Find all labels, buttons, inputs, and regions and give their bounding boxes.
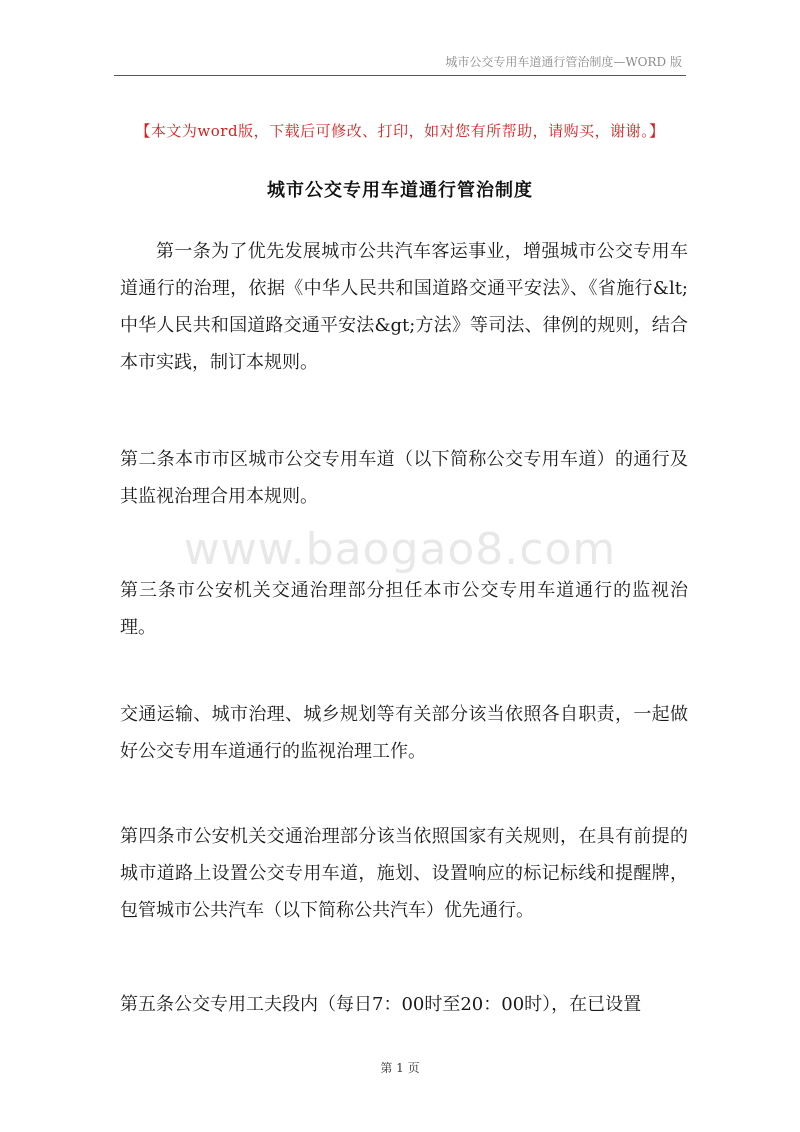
header-divider	[114, 75, 686, 76]
page-number: 第 1 页	[380, 1061, 420, 1075]
paragraph-article-4: 第四条市公安机关交通治理部分该当依照国家有关规则，在具有前提的城市道路上设置公交专用车道，施划、设置响应的标记标线和提醒牌，包管城市公共汽车（以下简称公共汽车）优先通行。	[120, 826, 688, 921]
paragraph-article-5: 第五条公交专用工夫段内（每日7：00时至20：00时），在已设置	[120, 994, 642, 1015]
download-notice: 【本文为word版，下载后可修改、打印，如对您有所帮助，请购买，谢谢。】	[135, 122, 665, 140]
document-title: 城市公交专用车道通行管治制度	[267, 180, 533, 201]
header-title: 城市公交专用车道通行管治制度—WORD 版	[445, 55, 682, 69]
paragraph-article-3-cont: 交通运输、城市治理、城乡规划等有关部分该当依照各自职责，一起做好公交专用车道通行的监视治理工作。	[120, 704, 688, 762]
watermark: www.baogao8.com	[183, 524, 617, 575]
paragraph-article-3: 第三条市公安机关交通治理部分担任本市公交专用车道通行的监视治理。	[120, 580, 688, 638]
paragraph-article-2: 第二条本市市区城市公交专用车道（以下简称公交专用车道）的通行及其监视治理合用本规则。	[120, 449, 688, 507]
paragraph-article-1: 第一条为了优先发展城市公共汽车客运事业，增强城市公交专用车道通行的治理，依据《中华人民共和国道路交通平安法》、《省施行&lt;中华人民共和国道路交通平安法&gt;方法》等司法、律例的规则，结合本市实践，制订本规则。	[120, 241, 688, 373]
